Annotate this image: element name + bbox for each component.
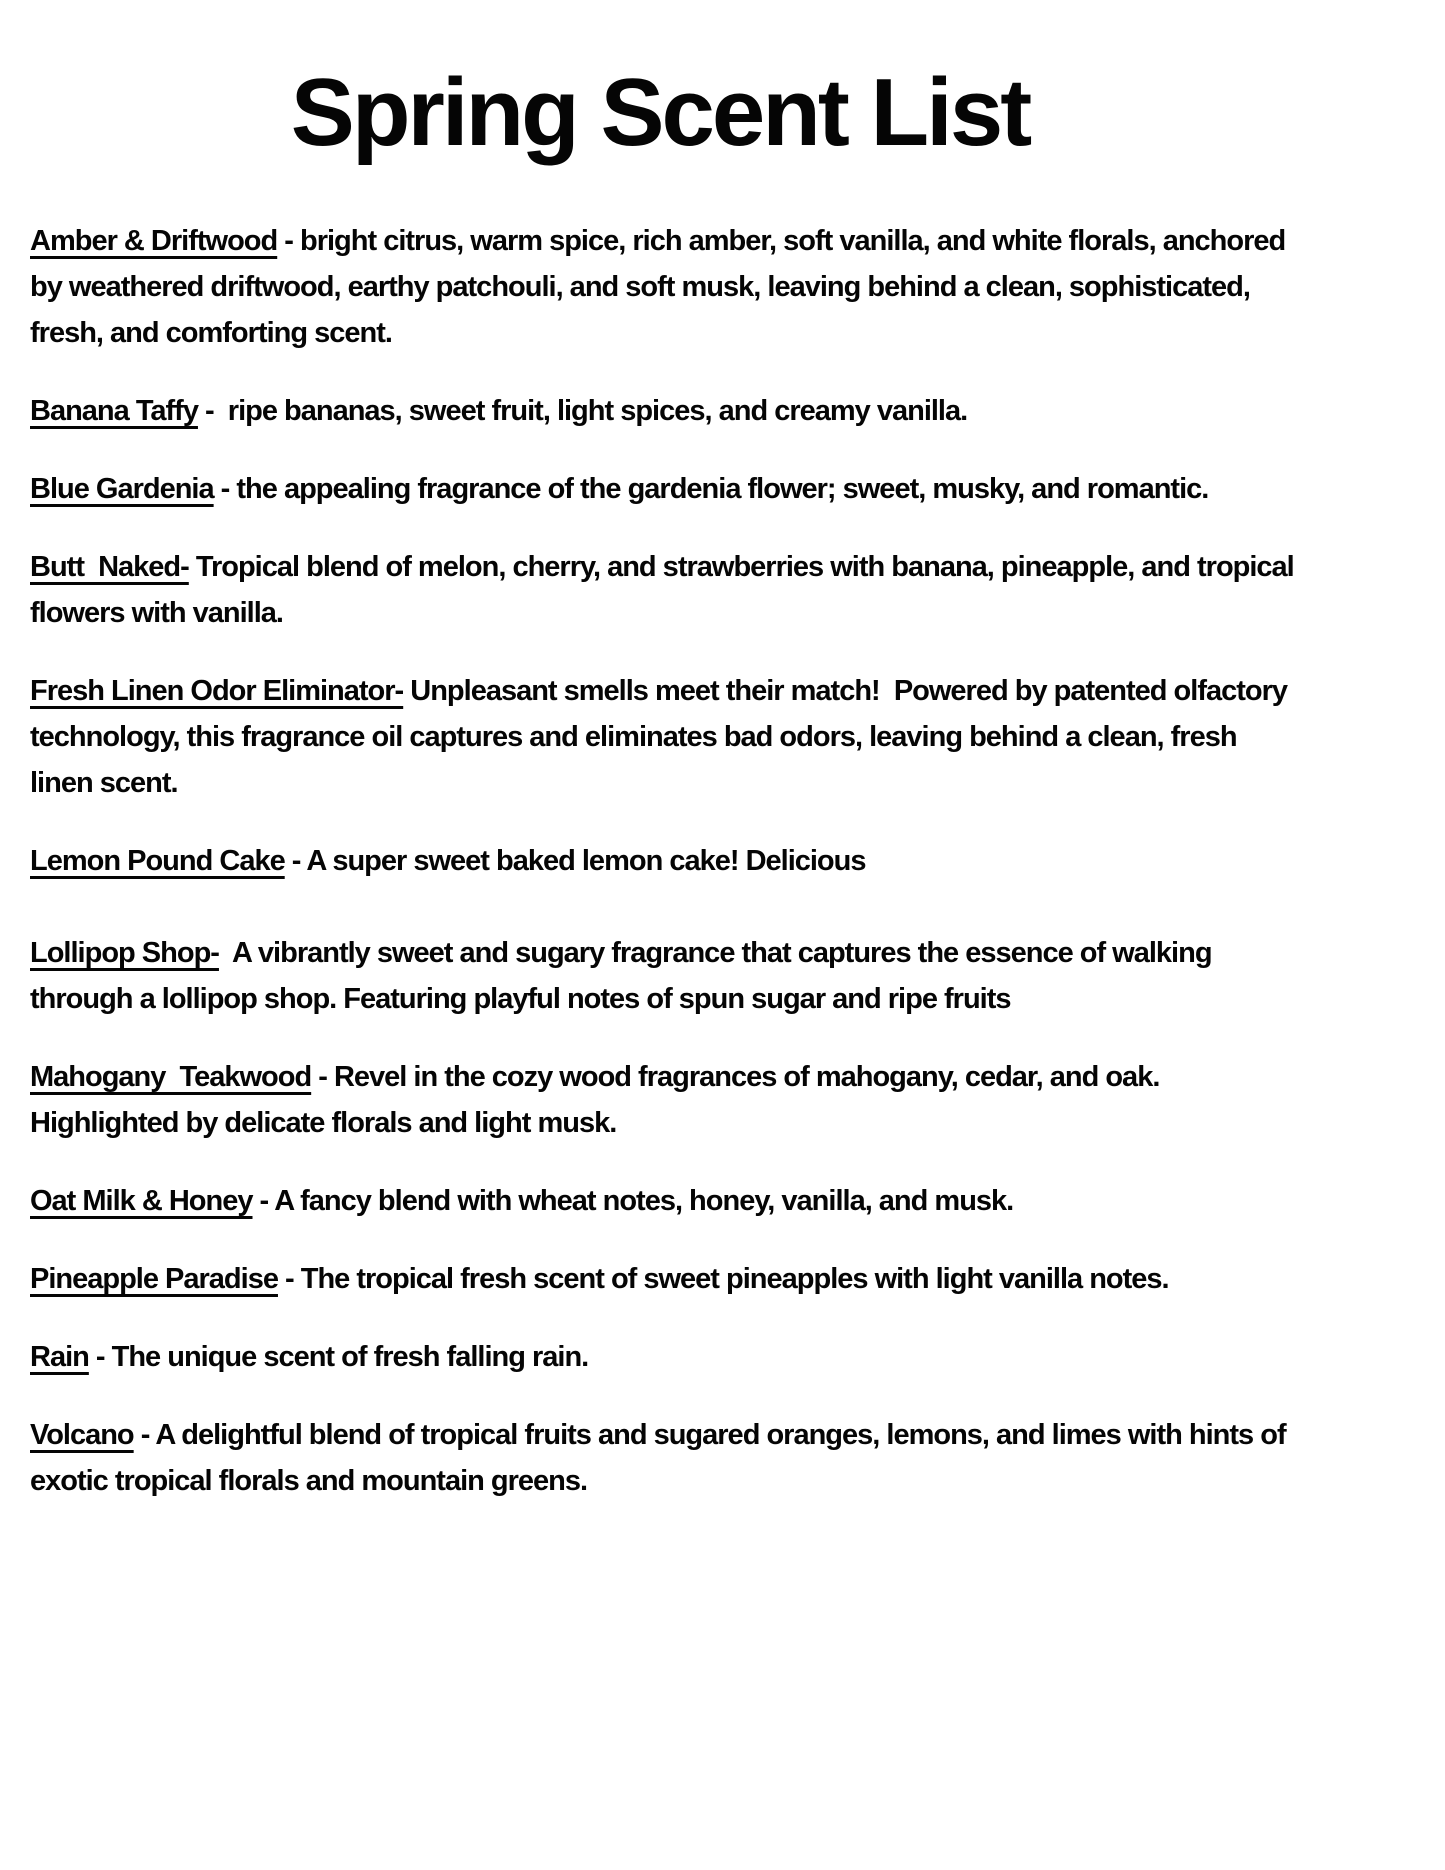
scent-name: Blue Gardenia — [30, 473, 214, 505]
scent-name: Pineapple Paradise — [30, 1263, 278, 1295]
scent-description: - Revel in the cozy wood fragrances of mahogany, cedar, and oak. Highlighted by delicate florals and light musk. — [30, 1061, 1167, 1139]
scent-description: Tropical blend of melon, cherry, and strawberries with banana, pineapple, and tropical flowers with vanilla. — [30, 551, 1301, 629]
scent-entry — [30, 1412, 1300, 1504]
scent-description: - The tropical fresh scent of sweet pineapples with light vanilla notes. — [277, 1263, 1169, 1295]
scent-name: Amber & Driftwood — [30, 225, 278, 257]
scent-name: Lemon Pound Cake — [30, 845, 285, 877]
scent-entry — [30, 466, 1300, 512]
scent-entry — [30, 1178, 1300, 1224]
scent-entry — [30, 1334, 1300, 1380]
scent-entry — [30, 838, 1300, 884]
scent-entry — [30, 388, 1300, 434]
scent-description: - the appealing fragrance of the gardenia flower; sweet, musky, and romantic. — [213, 473, 1209, 505]
scent-description: - A delightful blend of tropical fruits and sugared oranges, lemons, and limes with hints of exotic tropical florals and mountain greens. — [30, 1419, 1293, 1497]
scent-name: Mahogany Teakwood — [30, 1061, 312, 1093]
scent-description: - A super sweet baked lemon cake! Delicious — [284, 845, 866, 877]
scent-entry — [30, 218, 1300, 356]
scent-entry — [30, 544, 1300, 636]
scent-name: Fresh Linen Odor Eliminator- — [30, 675, 404, 707]
scent-name: Butt Naked- — [30, 551, 189, 583]
scent-description: - bright citrus, warm spice, rich amber, soft vanilla, and white florals, anchored by weathered driftwood, earthy patchouli, and soft musk, leaving behind a clean, sophisticated, fresh, and comforting scent. — [30, 225, 1293, 349]
scent-entry — [30, 930, 1300, 1022]
scent-description: - A fancy blend with wheat notes, honey, vanilla, and musk. — [252, 1185, 1014, 1217]
scent-name: Banana Taffy — [30, 395, 198, 427]
scent-description: - ripe bananas, sweet fruit, light spices, and creamy vanilla. — [197, 395, 968, 427]
scent-description: Unpleasant smells meet their match! Powered by patented olfactory technology, this fragrance oil captures and eliminates bad odors, leaving behind a clean, fresh linen scent. — [30, 675, 1295, 799]
scent-entry — [30, 1054, 1300, 1146]
scent-description: A vibrantly sweet and sugary fragrance that captures the essence of walking through a lollipop shop. Featuring playful notes of spun sugar and ripe fruits — [30, 937, 1219, 1015]
scent-name: Oat Milk & Honey — [30, 1185, 253, 1217]
scent-list — [30, 218, 1300, 1504]
scent-name: Lollipop Shop- — [30, 937, 219, 969]
scent-name: Volcano — [30, 1419, 134, 1451]
scent-name: Rain — [30, 1341, 89, 1373]
scent-entry — [30, 668, 1300, 806]
page-title: Spring Scent List — [290, 59, 1030, 166]
scent-description: - The unique scent of fresh falling rain. — [88, 1341, 589, 1373]
scent-entry — [30, 1256, 1300, 1302]
